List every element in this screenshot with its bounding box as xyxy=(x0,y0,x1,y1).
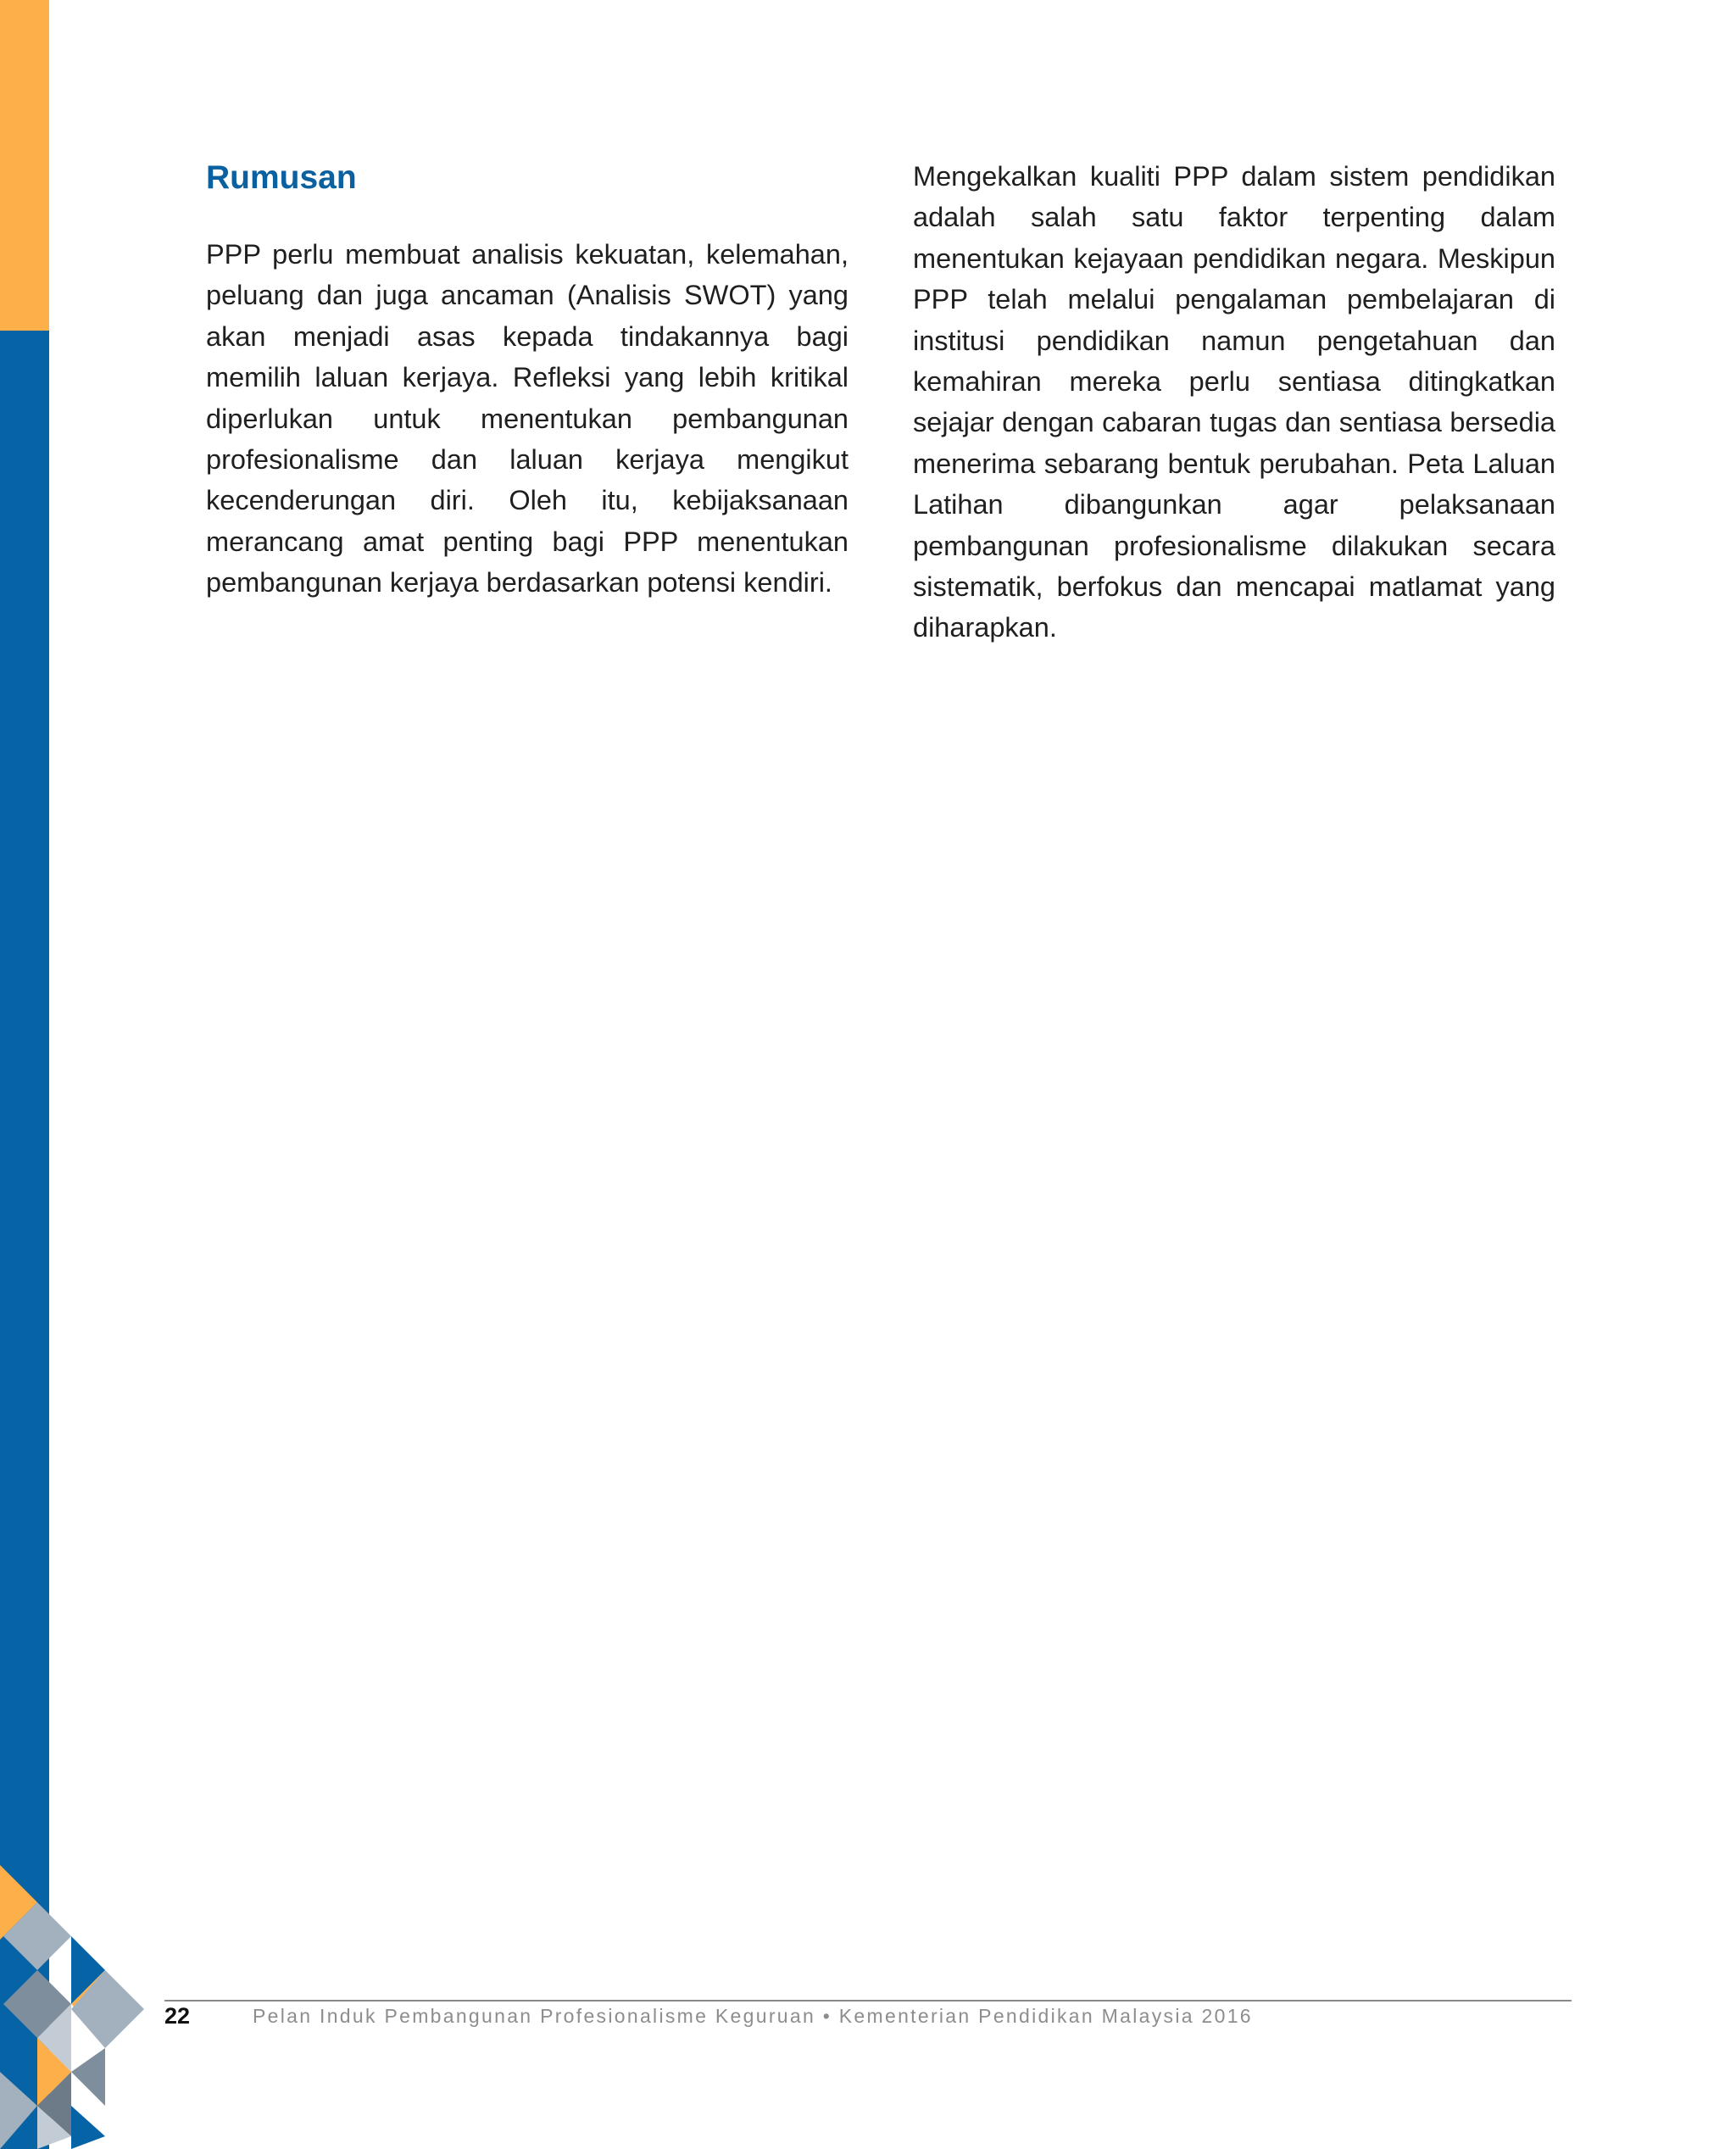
right-column xyxy=(913,156,1555,649)
page-number: 22 xyxy=(164,2003,191,2029)
side-stripe-orange xyxy=(0,0,49,331)
left-column xyxy=(206,154,849,604)
footer-rule xyxy=(164,2000,1572,2001)
left-paragraph: PPP perlu membuat analisis kekuatan, kelemahan, peluang dan juga ancaman (Analisis SWOT) yang akan menjadi asas kepada tindakannya bagi memilih laluan kerjaya. Refleksi yang lebih kritikal diperlukan untuk menentukan pembangunan profesionalisme dan laluan kerjaya mengikut kecenderungan diri. Oleh itu, kebijaksanaan merancang amat penting bagi PPP menentukan pembangunan kerjaya berdasarkan potensi kendiri. xyxy=(206,239,849,598)
right-paragraph: Mengekalkan kualiti PPP dalam sistem pendidikan adalah salah satu faktor terpenting dalam menentukan kejayaan pendidikan negara. Meskipun PPP telah melalui pengalaman pembelajaran di institusi pendidikan namun pengetahuan dan kemahiran mereka perlu sentiasa ditingkatkan sejajar dengan cabaran tugas dan sentiasa bersedia menerima sebarang bentuk perubahan. Peta Laluan Latihan dibangunkan agar pelaksanaan pembangunan profesionalisme dilakukan secara sistematik, berfokus dan mencapai matlamat yang diharapkan. xyxy=(913,161,1555,643)
geometric-decoration xyxy=(0,1865,153,2149)
footer-title: Pelan Induk Pembangunan Profesionalisme Keguruan • Kementerian Pendidikan Malaysia 2016 xyxy=(253,2005,1253,2027)
section-heading: Rumusan xyxy=(206,159,357,196)
